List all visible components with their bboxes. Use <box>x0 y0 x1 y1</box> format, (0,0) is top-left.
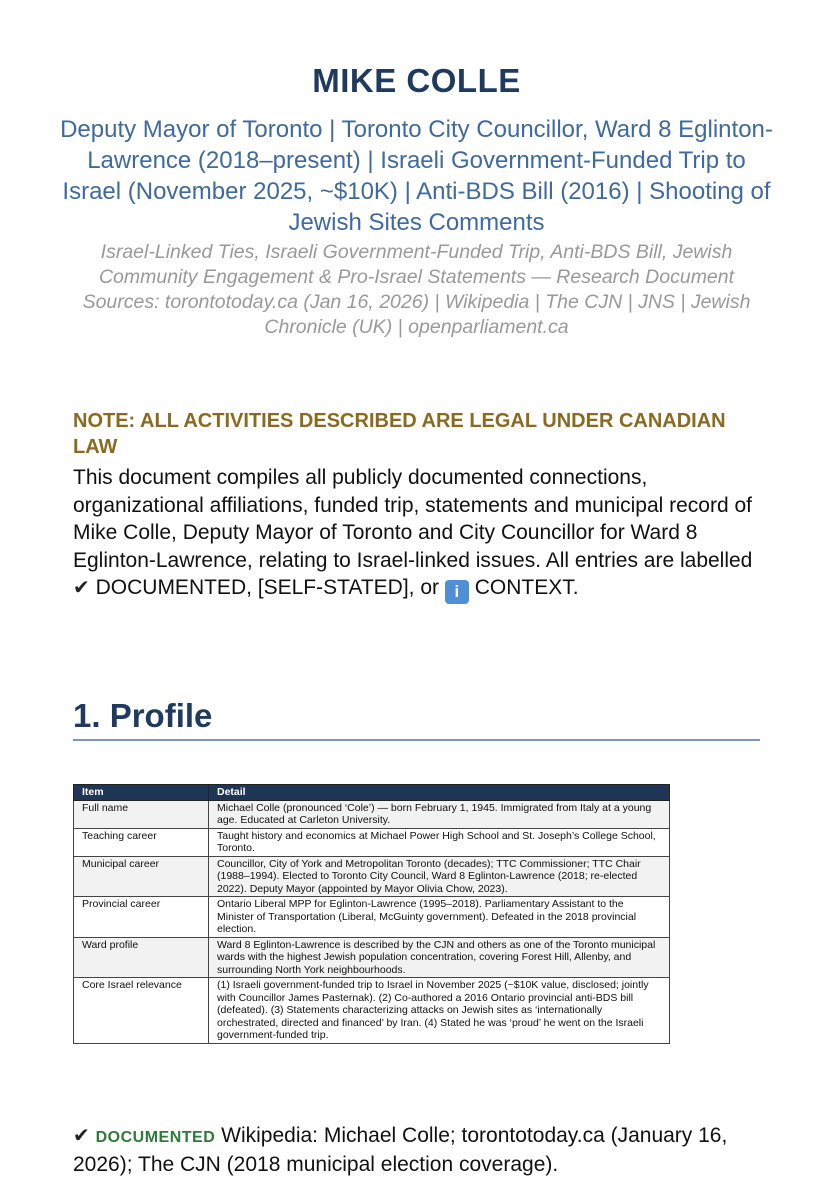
info-icon: i <box>445 580 469 604</box>
document-subtitle: Deputy Mayor of Toronto | Toronto City Councillor, Ward 8 Eglinton-Lawrence (2018–present) | Israeli Government-Funded Trip to Israel (November 2025, ~$10K) | Anti-BDS Bill (2016) | Shooting of Jewish Sites Comments <box>60 116 773 236</box>
document-description: Israel-Linked Ties, Israeli Government-Funded Trip, Anti-BDS Bill, Jewish Community Engagement & Pro-Israel Statements — Research Document <box>98 241 735 288</box>
document-meta <box>60 240 773 340</box>
label-documented: DOCUMENTED, [SELF-STATED], or <box>95 576 440 599</box>
row-item: Core Israel relevance <box>74 978 209 1044</box>
table-row <box>74 978 670 1044</box>
table-header-row <box>74 785 670 801</box>
row-item: Provincial career <box>74 897 209 938</box>
row-detail: Ontario Liberal MPP for Eglinton-Lawrence (1995–2018). Parliamentary Assistant to the Minister of Transportation (Liberal, McGuinty government). Defeated in the 2018 provincial election. <box>209 897 670 938</box>
column-header-detail: Detail <box>209 785 670 801</box>
row-detail: Ward 8 Eglinton-Lawrence is described by the CJN and others as one of the Toronto municipal wards with the highest Jewish population concentration, covering Forest Hill, Allenby, and surrounding North York neighbourhoods. <box>209 937 670 978</box>
row-detail: Michael Colle (pronounced ‘Cole’) — born February 1, 1945. Immigrated from Italy at a young age. Educated at Carleton University. <box>209 800 670 828</box>
column-header-item: Item <box>74 785 209 801</box>
note-body-text: This document compiles all publicly documented connections, organizational affiliations, funded trip, statements and municipal record of Mike Colle, Deputy Mayor of Toronto and City Councillor for Ward 8 Eglinton-Lawrence, relating to Israel-linked issues. All entries are labelled <box>73 466 753 572</box>
document-title: MIKE COLLE <box>312 62 521 99</box>
table-row <box>74 828 670 856</box>
row-detail: (1) Israeli government-funded trip to Israel in November 2025 (~$10K value, disclosed; jointly with Councillor James Pasternak). (2) Co-authored a 2016 Ontario provincial anti-BDS bill (defeated). (3) Statements characterizing attacks on Jewish sites as ‘internationally orchestrated, directed and financed’ by Iran. (4) Stated he was ‘proud’ he went on the Israeli government-funded trip. <box>209 978 670 1044</box>
label-context: CONTEXT. <box>474 576 579 599</box>
document-sources: Sources: torontotoday.ca (Jan 16, 2026) | Wikipedia | The CJN | JNS | Jewish Chronicle (UK) | openparliament.ca <box>82 291 751 338</box>
table-row <box>74 937 670 978</box>
table-row <box>74 856 670 897</box>
row-detail: Councillor, City of York and Metropolitan Toronto (decades); TTC Commissioner; TTC Chair (1988–1994). Elected to Toronto City Council, Ward 8 Eglinton-Lawrence (2018; re-elected 2022). Deputy Mayor (appointed by Mayor Olivia Chow, 2023). <box>209 856 670 897</box>
table-row <box>74 800 670 828</box>
documented-sources-line <box>73 1122 773 1178</box>
row-item: Ward profile <box>74 937 209 978</box>
note-body <box>73 464 773 604</box>
profile-table <box>73 784 670 1044</box>
section-divider <box>73 739 760 741</box>
checkmark-icon: ✔ <box>73 1125 90 1147</box>
section-heading-profile: 1. Profile <box>73 697 213 734</box>
row-item: Municipal career <box>74 856 209 897</box>
row-item: Full name <box>74 800 209 828</box>
documented-sources-text: Wikipedia: Michael Colle; torontotoday.ca (January 16, 2026); The CJN (2018 municipal election coverage). <box>73 1124 728 1176</box>
legal-note-heading: NOTE: ALL ACTIVITIES DESCRIBED ARE LEGAL UNDER CANADIAN LAW <box>73 410 726 458</box>
table-row <box>74 897 670 938</box>
checkmark-icon: ✔ <box>73 577 90 599</box>
documented-badge: DOCUMENTED <box>95 1129 216 1146</box>
row-detail: Taught history and economics at Michael Power High School and St. Joseph’s College School, Toronto. <box>209 828 670 856</box>
row-item: Teaching career <box>74 828 209 856</box>
